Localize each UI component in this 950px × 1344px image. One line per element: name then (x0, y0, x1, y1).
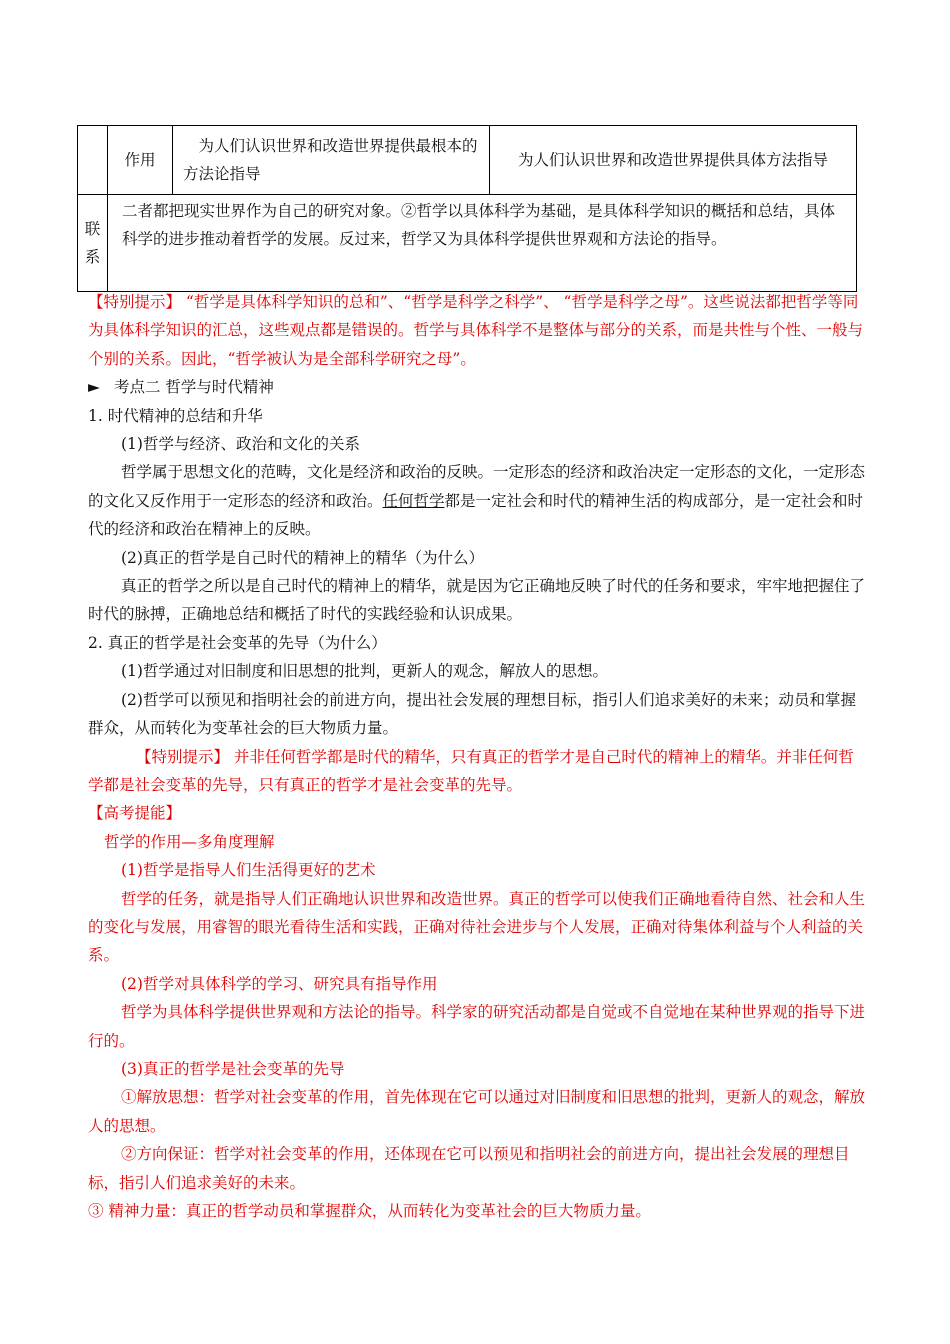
heading-2: 2. 真正的哲学是社会变革的先导（为什么） (88, 633, 387, 652)
point-2: (2)哲学可以预见和指明社会的前进方向，提出社会发展的理想目标，指引人们追求美好的未来；动员和掌握群众，从而转化为变革社会的巨大物质力量。 (88, 690, 856, 738)
cell-philosophy-effect (173, 126, 490, 195)
cell-link-text: 二者都把现实世界作为自己的研究对象。②哲学以具体科学为基础，是具体科学知识的概括和总结，具体科学的进步推动着哲学的发展。反过来，哲学又为具体科学提供世界观和方法论的指导。 (108, 195, 857, 292)
comparison-table (77, 125, 857, 292)
subheading-2: (2)真正的哲学是自己时代的精神上的精华（为什么） (121, 548, 484, 567)
heading-1: 1. 时代精神的总结和升华 (88, 406, 263, 425)
table-row (78, 126, 857, 195)
gaokao-item-3-c: ③ 精神力量：真正的哲学动员和掌握群众，从而转化为变革社会的巨大物质力量。 (88, 1202, 651, 1220)
section-title: 考点二 哲学与时代精神 (114, 378, 274, 397)
row-label-effect: 作用 (108, 126, 173, 195)
point-1: (1)哲学通过对旧制度和旧思想的批判，更新人的观念，解放人的思想。 (121, 662, 608, 681)
subheading-1: (1)哲学与经济、政治和文化的关系 (121, 435, 360, 454)
triangle-bullet-icon: ► (88, 378, 100, 397)
gaokao-heading: 【高考提能】 (88, 804, 182, 823)
gaokao-item-2-text: 哲学为具体科学提供世界观和方法论的指导。科学家的研究活动都是自觉或不自觉地在某种世界观的指导下进行的。 (88, 1003, 866, 1050)
gaokao-subtitle: 哲学的作用—多角度理解 (104, 832, 275, 851)
gaokao-item-1-title: (1)哲学是指导人们生活得更好的艺术 (121, 861, 376, 880)
table-cell (78, 126, 108, 195)
gaokao-item-1-text: 哲学的任务，就是指导人们正确地认识世界和改造世界。真正的哲学可以使我们正确地看待自然、社会和人生的变化与发展，用睿智的眼光看待生活和实践，正确对待社会进步与个人发展，正确对待集体利益与个人利益的关系。 (88, 889, 866, 965)
special-tip-1: 【特别提示】 “哲学是具体科学知识的总和”、“哲学是科学之科学”、 “哲学是科学之母”。这些说法都把哲学等同为具体科学知识的汇总，这些观点都是错误的。哲学与具体科学不是整体与部分的关系，而是共性与个性、一般与个别的关系。因此，“哲学被认为是全部科学研究之母”。 (88, 293, 864, 368)
paragraph-2: 真正的哲学之所以是自己时代的精神上的精华，就是因为它正确地反映了时代的任务和要求，牢牢地把握住了时代的脉搏，正确地总结和概括了时代的实践经验和认识成果。 (88, 577, 866, 624)
row-label-link (78, 195, 108, 292)
section-heading (88, 373, 868, 401)
text: 都是一定社会和时代的精神生活的构成部分，是一定社会和时代的经济和政治在精神上的反映。 (88, 491, 864, 539)
cell-text: 为人们认识世界和改造世界提供最根本的方法论指导 (183, 137, 478, 183)
gaokao-item-3-a: ①解放思想：哲学对社会变革的作用，首先体现在它可以通过对旧制度和旧思想的批判，更新人的观念，解放人的思想。 (88, 1088, 866, 1135)
content-body (88, 288, 868, 1225)
paragraph-1 (88, 458, 868, 543)
text: 哲学属于思想文化的范畴，文化是经济和政治的反映。一定形态的经济和政治决定一定形态的文化，一定形态的文化又反作用于一定形态的经济和政治。 (88, 463, 866, 510)
special-tip-2: 【特别提示】 并非任何哲学都是时代的精华，只有真正的哲学才是自己时代的精神上的精华。并非任何哲学都是社会变革的先导，只有真正的哲学才是社会变革的先导。 (88, 747, 854, 794)
table-row (78, 195, 857, 292)
gaokao-item-2-title: (2)哲学对具体科学的学习、研究具有指导作用 (121, 974, 438, 993)
underlined-text: 任何哲学 (382, 491, 445, 510)
gaokao-item-3-title: (3)真正的哲学是社会变革的先导 (121, 1059, 345, 1078)
row-label-text: 联系 (84, 220, 101, 266)
gaokao-item-3-b: ②方向保证：哲学对社会变革的作用，还体现在它可以预见和指明社会的前进方向，提出社会发展的理想目标，指引人们追求美好的未来。 (88, 1145, 850, 1192)
cell-science-effect: 为人们认识世界和改造世界提供具体方法指导 (490, 126, 857, 195)
